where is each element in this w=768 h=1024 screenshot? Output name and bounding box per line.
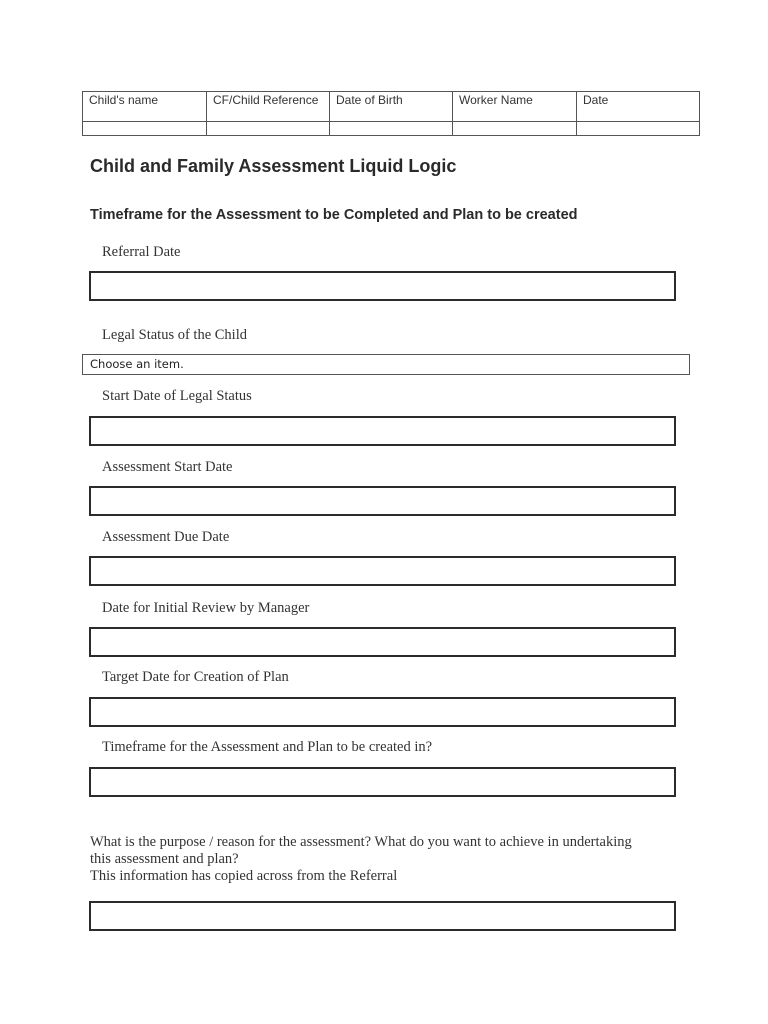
purpose-question-line-1: What is the purpose / reason for the assessment? What do you want to achieve in undertaking: [90, 834, 632, 850]
purpose-note: This information has copied across from the Referral: [90, 868, 398, 884]
start-date-legal-status-label: Start Date of Legal Status: [102, 388, 252, 404]
initial-review-date-label: Date for Initial Review by Manager: [102, 600, 310, 616]
date-of-birth-cell[interactable]: [330, 122, 453, 136]
header-date: Date: [577, 92, 700, 122]
header-childs-name: Child's name: [83, 92, 207, 122]
legal-status-select[interactable]: Choose an item.: [82, 354, 690, 375]
case-header-table: [82, 91, 700, 136]
purpose-field[interactable]: [89, 901, 676, 931]
cf-child-reference-cell[interactable]: [207, 122, 330, 136]
start-date-legal-status-field[interactable]: [89, 416, 676, 446]
section-heading: Timeframe for the Assessment to be Completed and Plan to be created: [90, 207, 578, 223]
document-title: Child and Family Assessment Liquid Logic: [90, 156, 457, 176]
date-cell[interactable]: [577, 122, 700, 136]
target-plan-date-label: Target Date for Creation of Plan: [102, 669, 289, 685]
purpose-question-line-2: this assessment and plan?: [90, 851, 239, 867]
header-worker-name: Worker Name: [453, 92, 577, 122]
initial-review-date-field[interactable]: [89, 627, 676, 657]
worker-name-cell[interactable]: [453, 122, 577, 136]
timeframe-field[interactable]: [89, 767, 676, 797]
referral-date-field[interactable]: [89, 271, 676, 301]
target-plan-date-field[interactable]: [89, 697, 676, 727]
assessment-start-date-field[interactable]: [89, 486, 676, 516]
purpose-question: [90, 834, 690, 885]
value-row: [83, 122, 700, 136]
assessment-due-date-label: Assessment Due Date: [102, 529, 230, 545]
header-date-of-birth: Date of Birth: [330, 92, 453, 122]
referral-date-label: Referral Date: [102, 244, 181, 260]
header-cf-child-reference: CF/Child Reference: [207, 92, 330, 122]
assessment-due-date-field[interactable]: [89, 556, 676, 586]
assessment-start-date-label: Assessment Start Date: [102, 459, 233, 475]
timeframe-label: Timeframe for the Assessment and Plan to be created in?: [102, 739, 433, 755]
header-row: [83, 92, 700, 122]
legal-status-label: Legal Status of the Child: [102, 327, 247, 343]
childs-name-cell[interactable]: [83, 122, 207, 136]
